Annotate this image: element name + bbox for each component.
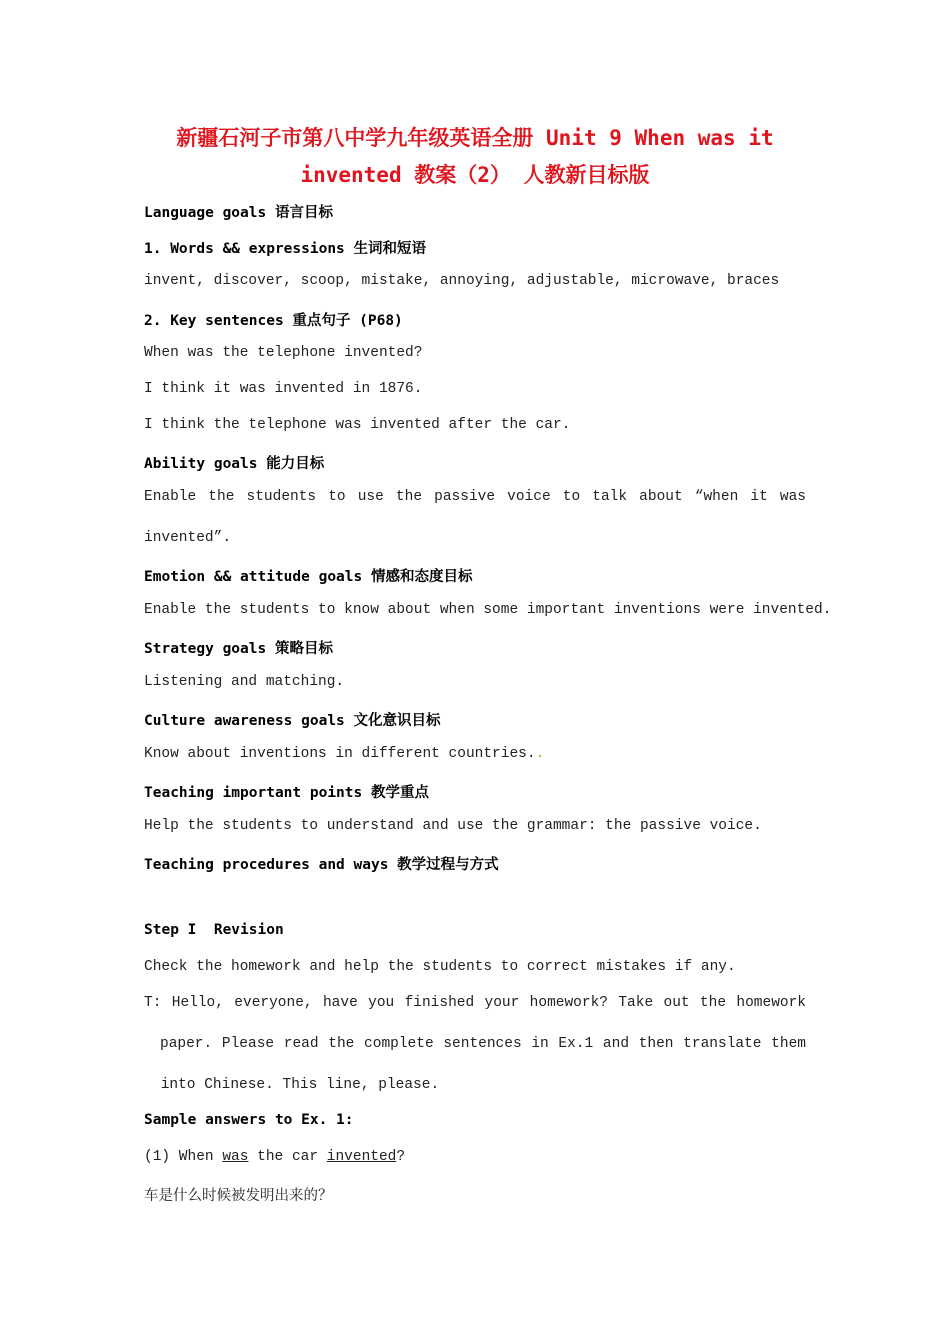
strategy-goals-heading: Strategy goals 策略目标 — [144, 641, 333, 657]
answer1-chinese: 车是什么时候被发明出来的？ — [144, 1189, 333, 1205]
sample-answers-heading: Sample answers to Ex. 1: — [144, 1112, 354, 1128]
culture-trailing-dot: . — [535, 746, 545, 762]
culture-text-main: Know about inventions in different countries. — [144, 746, 536, 762]
culture-goals-heading: Culture awareness goals 文化意识目标 — [144, 713, 441, 729]
document-title-line1: 新疆石河子市第八中学九年级英语全册 Unit 9 When was it — [176, 126, 774, 150]
key-sentence-3: I think the telephone was invented after the car. — [144, 417, 571, 433]
language-goals-heading: Language goals 语言目标 — [144, 205, 333, 221]
key-sentence-1: When was the telephone invented? — [144, 345, 423, 361]
answer1-invented-underlined: invented — [326, 1149, 397, 1165]
dialog-line3: into Chinese. This line, please. — [152, 1077, 440, 1093]
key-sentences-heading: 2. Key sentences 重点句子 (P68) — [144, 313, 403, 329]
culture-text — [144, 746, 544, 762]
words-heading: 1. Words && expressions 生词和短语 — [144, 241, 427, 257]
key-sentence-2: I think it was invented in 1876. — [144, 381, 423, 397]
words-list: invent, discover, scoop, mistake, annoying, adjustable, microwave, braces — [144, 273, 780, 289]
teaching-points-text: Help the students to understand and use the grammar: the passive voice. — [144, 818, 762, 834]
document-title-line2: invented 教案（2） 人教新目标版 — [300, 163, 650, 187]
ability-text-line2: invented”. — [144, 530, 232, 546]
strategy-text: Listening and matching. — [144, 674, 345, 690]
answer1-prefix: (1) When — [144, 1149, 223, 1165]
teaching-points-heading: Teaching important points 教学重点 — [144, 785, 429, 801]
dialog-line1: T: Hello, everyone, have you finished your homework? Take out the homework — [144, 995, 806, 1011]
step1-text: Check the homework and help the students to correct mistakes if any. — [144, 959, 736, 975]
step1-heading: Step I Revision — [144, 922, 284, 938]
answer1-middle: the car — [248, 1149, 327, 1165]
dialog-line2: paper. Please read the complete sentences in Ex.1 and then translate them — [160, 1036, 806, 1052]
answer1-line — [144, 1149, 405, 1165]
ability-goals-heading: Ability goals 能力目标 — [144, 456, 325, 472]
emotion-text: Enable the students to know about when some important inventions were invented. — [144, 602, 832, 618]
answer1-suffix: ? — [396, 1149, 406, 1165]
teaching-procedures-heading: Teaching procedures and ways 教学过程与方式 — [144, 857, 499, 873]
emotion-goals-heading: Emotion && attitude goals 情感和态度目标 — [144, 569, 473, 585]
ability-text-line1: Enable the students to use the passive voice to talk about “when it was — [144, 489, 806, 505]
answer1-was-underlined: was — [222, 1149, 249, 1165]
